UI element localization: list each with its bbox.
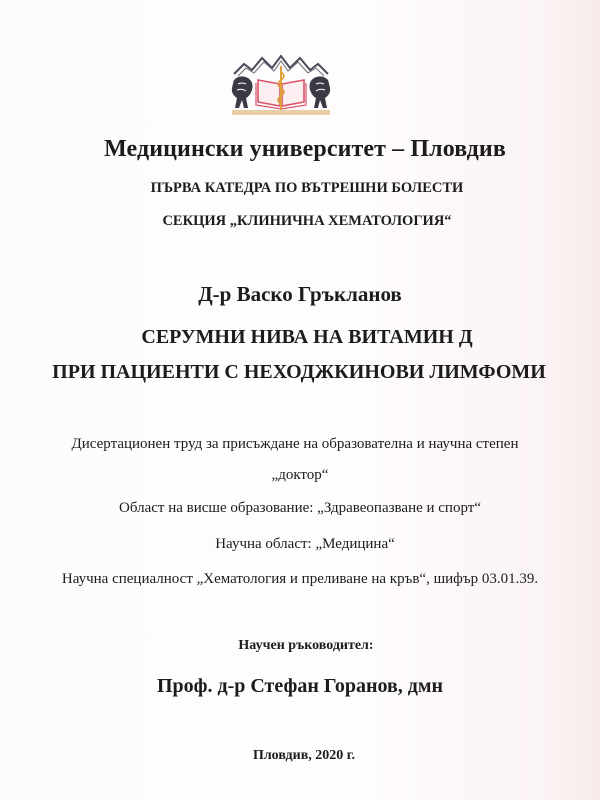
university-emblem-icon — [228, 52, 334, 116]
department-name: ПЪРВА КАТЕДРА ПО ВЪТРЕШНИ БОЛЕСТИ — [150, 180, 464, 196]
university-name: Медицински университет – Пловдив — [104, 136, 506, 162]
scientific-specialty: Научна специалност „Хематология и преливане на кръв“, шифър 03.01.39. — [61, 571, 539, 587]
place-and-year: Пловдив, 2020 г. — [252, 748, 356, 763]
section-name: СЕКЦИЯ „КЛИНИЧНА ХЕМАТОЛОГИЯ“ — [162, 213, 452, 229]
thesis-title-line-2: ПРИ ПАЦИЕНТИ С НЕХОДЖКИНОВИ ЛИМФОМИ — [52, 361, 546, 383]
author-name: Д-р Васко Гръкланов — [198, 282, 402, 306]
scientific-field: Научна област: „Медицина“ — [215, 536, 395, 552]
thesis-title-line-1: СЕРУМНИ НИВА НА ВИТАМИН Д — [141, 326, 473, 348]
degree-statement-line-1: Дисертационен труд за присъждане на образователна и научна степен — [71, 436, 519, 452]
field-of-education: Област на висше образование: „Здравеопазване и спорт“ — [119, 500, 481, 516]
supervisor-name: Проф. д-р Стефан Горанов, дмн — [156, 675, 444, 697]
supervisor-label: Научен ръководител: — [238, 638, 374, 653]
degree-statement-line-2: „доктор“ — [271, 467, 329, 483]
